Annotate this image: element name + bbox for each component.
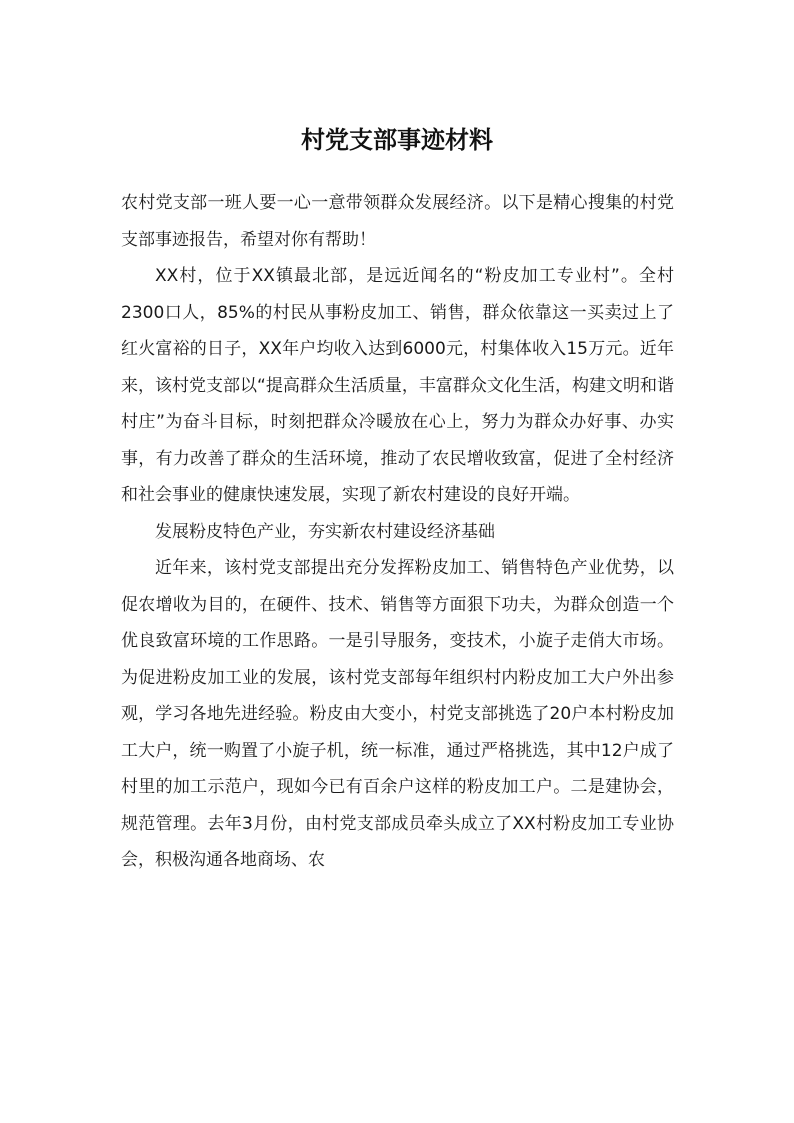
body-paragraph: XX村，位于XX镇最北部，是远近闻名的“粉皮加工专业村”。全村2300口人，85%的村民从事粉皮加工、销售，群众依靠这一买卖过上了红火富裕的日子，XX年户均收入达到6000元，村集体收入15万元。近年来，该村党支部以“提高群众生活质量，丰富群众文化生活，构建文明和谐村庄”为奋斗目标，时刻把群众冷暖放在心上，努力为群众办好事、办实事，有力改善了群众的生活环境，推动了农民增收致富，促进了全村经济和社会事业的健康快速发展，实现了新农村建设的良好开端。: [121, 266, 674, 505]
body-paragraph: 近年来，该村党支部提出充分发挥粉皮加工、销售特色产业优势，以促农增收为目的，在硬件、技术、销售等方面狠下功夫，为群众创造一个优良致富环境的工作思路。一是引导服务，变技术，小旋子走俏大市场。为促进粉皮加工业的发展，该村党支部每年组织村内粉皮加工大户外出参观，学习各地先进经验。粉皮由大变小，村党支部挑选了20户本村粉皮加工大户，统一购置了小旋子机，统一标准，通过严格挑选，其中12户成了村里的加工示范户，现如今已有百余户这样的粉皮加工户。二是建协会，规范管理。去年3月份，由村党支部成员牵头成立了XX村粉皮加工专业协会，积极沟通各地商场、农: [121, 558, 674, 870]
section-heading: 发展粉皮特色产业，夯实新农村建设经济基础: [155, 521, 495, 542]
intro-paragraph: 农村党支部一班人要一心一意带领群众发展经济。以下是精心搜集的村党支部事迹报告，希望对你有帮助！: [121, 193, 674, 250]
document-body: [121, 185, 674, 879]
document-title: 村党支部事迹材料: [301, 125, 493, 154]
